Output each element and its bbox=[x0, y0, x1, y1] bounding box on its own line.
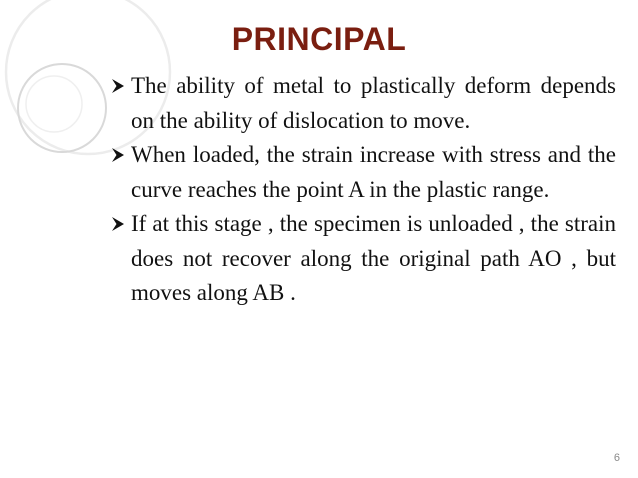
bullet-item bbox=[108, 69, 616, 138]
arrowhead-bullet-icon bbox=[111, 78, 125, 94]
page-number: 6 bbox=[613, 452, 620, 464]
decorative-ring-inner bbox=[26, 76, 82, 132]
bullet-text: When loaded, the strain increase with stress and the curve reaches the point A in the plastic range. bbox=[131, 142, 616, 202]
bullet-item bbox=[108, 138, 616, 207]
bullet-item bbox=[108, 207, 616, 311]
bullet-text: The ability of metal to plastically deform depends on the ability of dislocation to move. bbox=[131, 73, 616, 133]
bullet-list bbox=[108, 69, 616, 311]
bullet-text: If at this stage , the specimen is unloaded , the strain does not recover along the original path AO , but moves along AB . bbox=[131, 211, 616, 305]
arrowhead-bullet-icon bbox=[111, 147, 125, 163]
arrowhead-bullet-icon bbox=[111, 216, 125, 232]
slide-title: PRINCIPAL bbox=[231, 21, 407, 57]
